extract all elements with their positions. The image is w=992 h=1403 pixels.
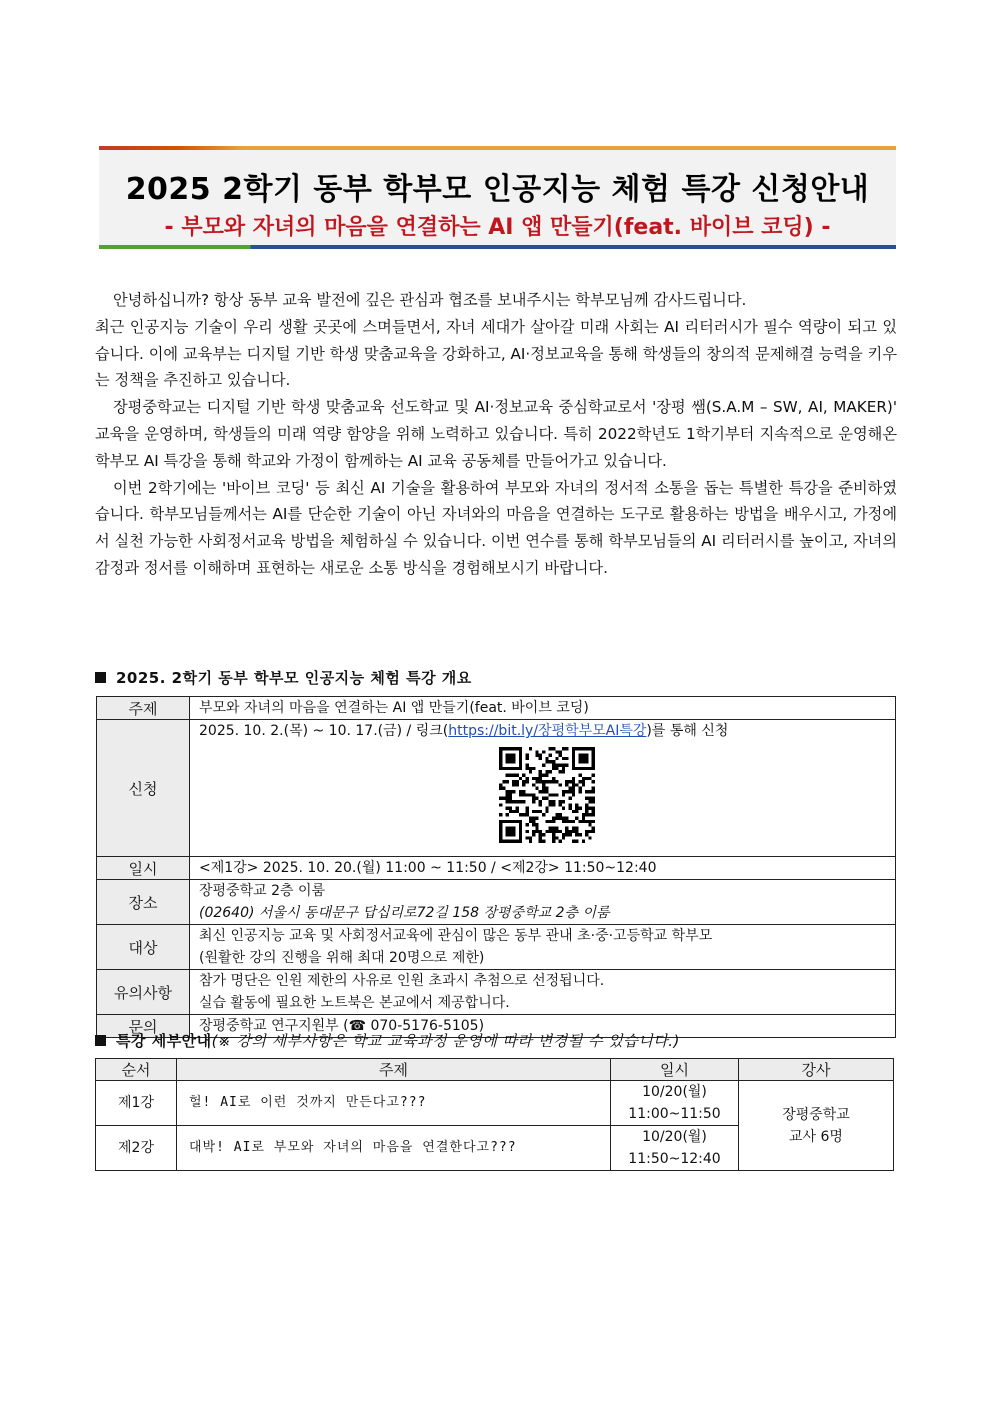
row-1-datetime: [611, 1081, 739, 1126]
instructor-line-1: 장평중학교: [782, 1106, 850, 1123]
square-bullet-icon: [95, 672, 106, 683]
intro-paragraph-4: 이번 2학기에는 '바이브 코딩' 등 최신 AI 기술을 활용하여 부모와 자녀의 정서적 소통을 돕는 특별한 특강을 준비하였습니다. 학부모님들께서는 AI를 단순한 기술이 아닌 자녀와의 마음을 연결하는 도구로 활용하는 방법을 배우시고, 가정에서 실천 가능한 사회정서교육 방법을 체험하실 수 있습니다. 이번 연수를 통해 학부모님들의 AI 리터러시를 높이고, 자녀의 감정과 정서를 이해하며 표현하는 새로운 소통 방식을 경험해보시기 바랍니다.: [95, 478, 897, 577]
detail-heading-text: 특강 세부안내: [116, 1032, 212, 1050]
page-subtitle: - 부모와 자녀의 마음을 연결하는 AI 앱 만들기(feat. 바이브 코딩) -: [164, 215, 831, 240]
page-title: 2025 2학기 동부 학부모 인공지능 체험 특강 신청안내: [125, 172, 870, 207]
table-header-row: [96, 1059, 894, 1081]
target-label: 대상: [97, 925, 190, 970]
overview-heading: [95, 667, 472, 688]
table-row: [97, 857, 896, 880]
place-address: (02640) 서울시 동대문구 답십리로72길 158 장평중학교 2층 이룸: [199, 905, 610, 921]
row-1-date: 10/20(월): [642, 1084, 707, 1100]
notes-label: 유의사항: [97, 970, 190, 1015]
row-2-datetime: [611, 1126, 739, 1171]
row-1-topic: 헐! AI로 이런 것까지 만든다고???: [177, 1081, 611, 1126]
apply-suffix: )를 통해 신청: [646, 723, 729, 739]
table-row: [97, 925, 896, 970]
intro-paragraph-2: 최근 인공지능 기술이 우리 생활 곳곳에 스며들면서, 자녀 세대가 살아갈 미래 사회는 AI 리터러시가 필수 역량이 되고 있습니다. 이에 교육부는 디지털 기반 학생 맞춤교육을 강화하고, AI·정보교육을 통해 학생들의 창의적 문제해결 능력을 키우는 정책을 추진하고 있습니다.: [95, 317, 897, 390]
column-header-order: 순서: [96, 1059, 177, 1081]
row-1-time: 11:00~11:50: [628, 1106, 721, 1122]
date-label: 일시: [97, 857, 190, 880]
title-top-bar: [99, 146, 896, 150]
notes-value: [190, 970, 896, 1015]
notes-line-2: 실습 활동에 필요한 노트북은 본교에서 제공합니다.: [199, 995, 510, 1011]
overview-table: [96, 696, 896, 1038]
apply-link[interactable]: https://bit.ly/장평학부모AI특강: [448, 723, 647, 739]
target-note: (원활한 강의 진행을 위해 최대 20명으로 제한): [199, 950, 485, 966]
table-row: [97, 720, 896, 857]
row-2-topic: 대박! AI로 부모와 자녀의 마음을 연결한다고???: [177, 1126, 611, 1171]
topic-label: 주제: [97, 697, 190, 720]
place-label: 장소: [97, 880, 190, 925]
apply-value: [190, 720, 896, 857]
intro-text: [95, 287, 897, 582]
square-bullet-icon: [95, 1035, 106, 1046]
detail-heading-note: (※ 강의 세부사항은 학교 교육과정 운영에 따라 변경될 수 있습니다.): [211, 1032, 680, 1050]
apply-label: 신청: [97, 720, 190, 857]
contact-value: 장평중학교 연구지원부 (☎ 070-5176-5105): [190, 1015, 896, 1038]
date-value: <제1강> 2025. 10. 20.(월) 11:00 ~ 11:50 / <제2강> 11:50~12:40: [190, 857, 896, 880]
instructor-line-2: 교사 6명: [789, 1128, 843, 1145]
instructor-cell: [739, 1081, 894, 1171]
row-2-date: 10/20(월): [642, 1129, 707, 1145]
place-name: 장평중학교 2층 이룸: [199, 883, 325, 899]
title-box: [99, 146, 896, 249]
target-text: 최신 인공지능 교육 및 사회정서교육에 관심이 많은 동부 관내 초·중·고등학교 학부모: [199, 928, 713, 944]
notes-line-1: 참가 명단은 인원 제한의 사유로 인원 초과시 추첨으로 선정됩니다.: [199, 973, 605, 989]
qr-code-container: [199, 742, 895, 856]
detail-table: [95, 1058, 894, 1171]
qr-code-icon[interactable]: [499, 747, 595, 843]
intro-paragraph-3: 장평중학교는 디지털 기반 학생 맞춤교육 선도학교 및 AI·정보교육 중심학교로서 '장평 쌤(S.A.M – SW, AI, MAKER)' 교육을 운영하며, 학생들의 미래 역량 함양을 위해 노력하고 있습니다. 특히 2022학년도 1학기부터 지속적으로 운영해온 학부모 AI 특강을 통해 학교와 가정이 함께하는 AI 교육 공동체를 만들어가고 있습니다.: [95, 398, 897, 470]
table-row: [97, 697, 896, 720]
target-value: [190, 925, 896, 970]
detail-heading: [95, 1030, 680, 1051]
intro-paragraph-1: 안녕하십니까? 항상 동부 교육 발전에 깊은 관심과 협조를 보내주시는 학부모님께 감사드립니다.: [113, 291, 747, 309]
row-1-order: 제1강: [96, 1081, 177, 1126]
overview-heading-text: 2025. 2학기 동부 학부모 인공지능 체험 특강 개요: [116, 669, 472, 687]
place-value: [190, 880, 896, 925]
table-row: [96, 1081, 894, 1126]
table-row: [97, 970, 896, 1015]
row-2-order: 제2강: [96, 1126, 177, 1171]
apply-text: [199, 720, 895, 742]
contact-label: 문의: [97, 1015, 190, 1038]
column-header-topic: 주제: [177, 1059, 611, 1081]
column-header-date: 일시: [611, 1059, 739, 1081]
title-bottom-bar: [99, 245, 896, 249]
apply-prefix: 2025. 10. 2.(목) ~ 10. 17.(금) / 링크(: [199, 723, 449, 739]
topic-value: 부모와 자녀의 마음을 연결하는 AI 앱 만들기(feat. 바이브 코딩): [190, 697, 896, 720]
row-2-time: 11:50~12:40: [628, 1151, 721, 1167]
column-header-instructor: 강사: [739, 1059, 894, 1081]
table-row: [97, 880, 896, 925]
